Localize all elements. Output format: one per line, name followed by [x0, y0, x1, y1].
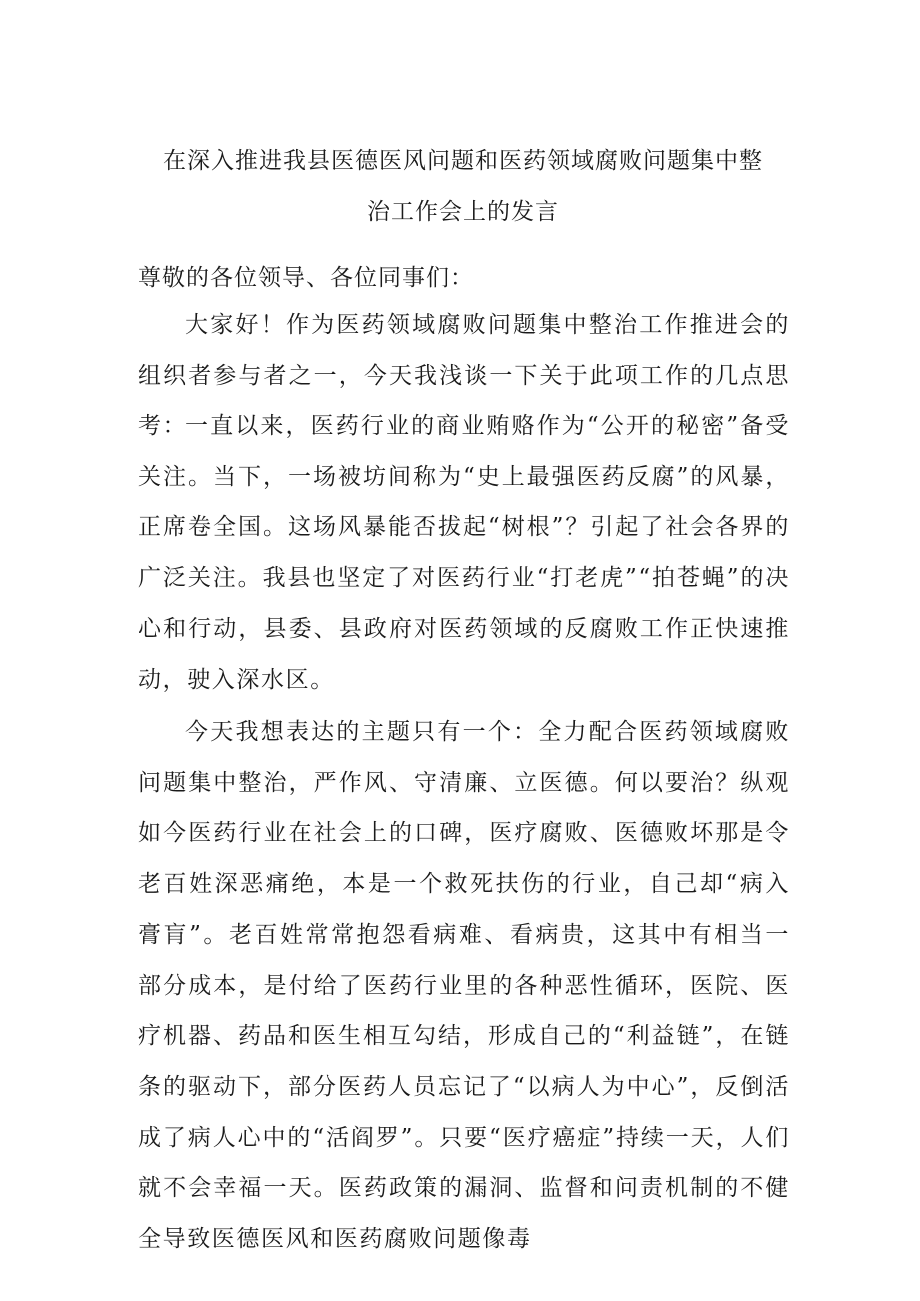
document-title-line-1: 在深入推进我县医德医风问题和医药领域腐败问题集中整 [163, 148, 763, 174]
paragraph-greeting: 大家好！作为医药领域腐败问题集中整治工作推进会的组织者参与者之一，今天我浅谈一下关于此项工作的几点思考： [138, 312, 790, 440]
salutation: 尊敬的各位领导、各位同事们： [138, 265, 474, 291]
paragraph-background: 一直以来，医药行业的商业贿赂作为“公开的秘密”备受关注。当下，一场被坊间称为“史上最强医药反腐”的风暴，正席卷全国。这场风暴能否拔起“树根”？引起了社会各界的广泛关注。我县也坚定了对医药行业“打老虎”“拍苍蝇”的决心和行动，县委、县政府对医药领域的反腐败工作正快速推动，驶入深水区。 [138, 413, 790, 693]
paragraph-theme: 今天我想表达的主题只有一个：全力配合医药领域腐败问题集中整治，严作风、守清廉、立医德。何以要治？纵观如今医药行业在社会上的口碑，医疗腐败、医德败坏那是令老百姓深恶痛绝，本是一个救死扶伤的行业，自己却“病入膏肓”。老百姓常常抱怨看病难、看病贵，这其中有相当一部分成本，是付给了医药行业里的各种恶性循环，医院、医疗机器、药品和医生相互勾结，形成自己的“利益链”，在链条的驱动下，部分医药人员忘记了“以病人为中心”，反倒活成了病人心中的“活阎罗”。只要“医疗癌症”持续一天，人们就不会幸福一天。医药政策的漏洞、监督和问责机制的不健全导致医德医风和医药腐败问题像毒 [138, 719, 790, 1253]
document-title-line-2: 治工作会上的发言 [367, 199, 559, 225]
